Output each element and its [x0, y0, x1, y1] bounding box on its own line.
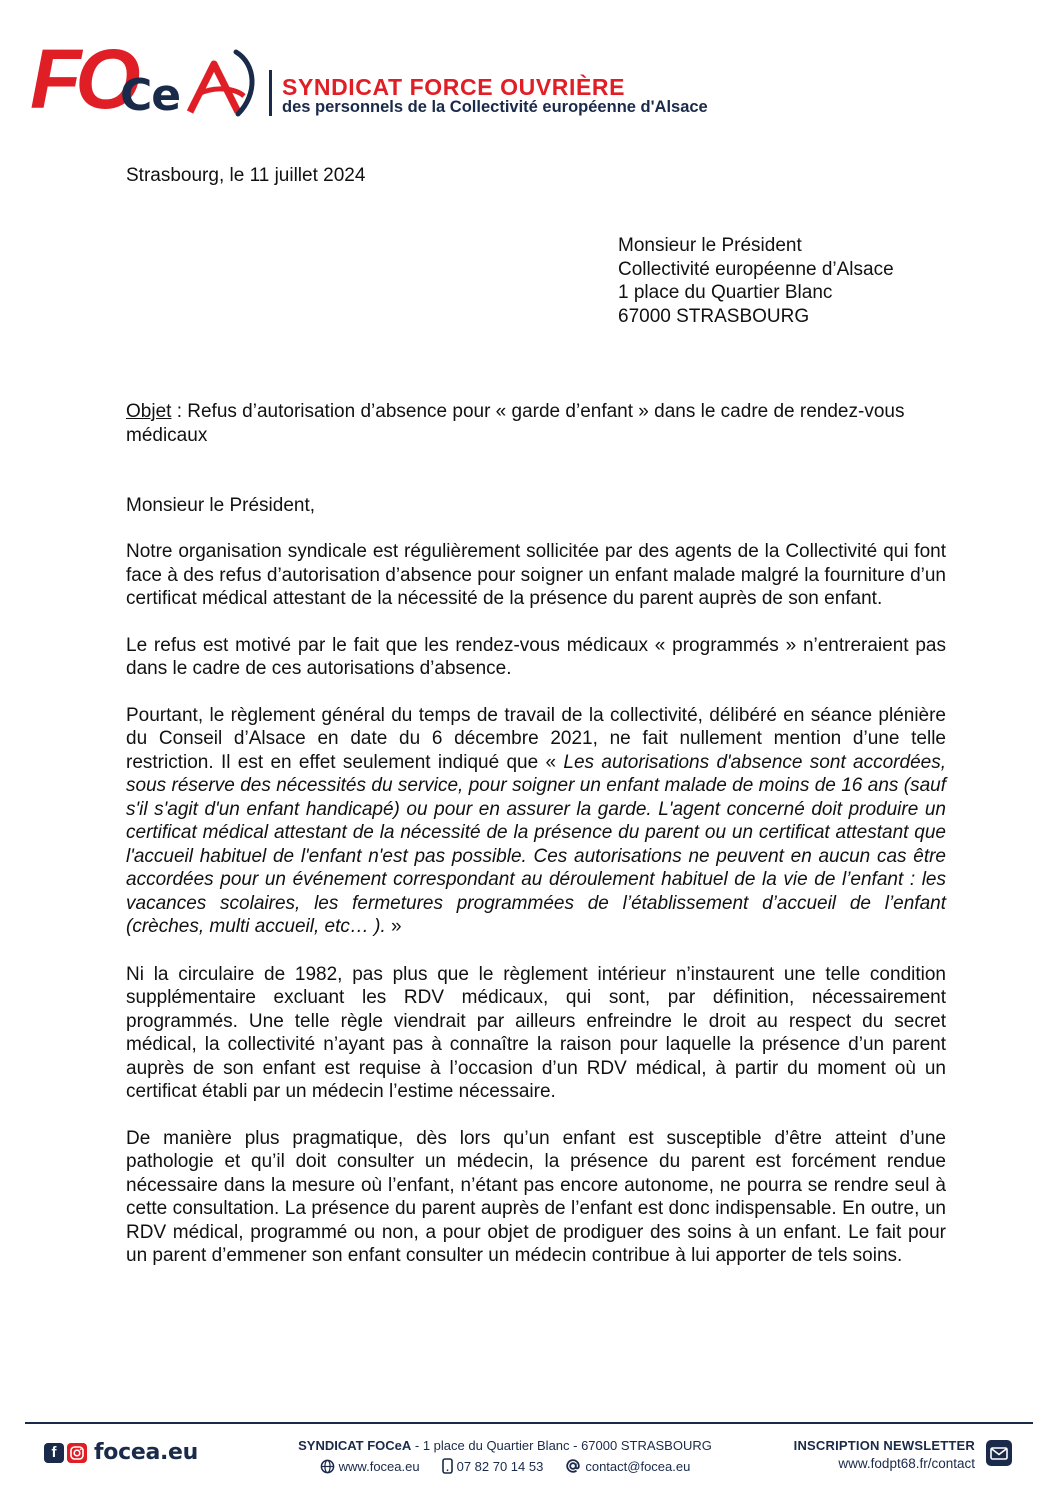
- footer-phone-text: 07 82 70 14 53: [456, 1458, 544, 1474]
- footer-contacts: [240, 1458, 770, 1474]
- globe-icon: [320, 1459, 335, 1474]
- footer-email-text: contact@focea.eu: [585, 1458, 691, 1474]
- footer-web-text: www.focea.eu: [338, 1458, 420, 1474]
- phone-icon: [442, 1458, 453, 1474]
- object-separator: :: [171, 401, 188, 422]
- salutation: Monsieur le Président,: [126, 495, 316, 516]
- newsletter-title: INSCRIPTION NEWSLETTER: [793, 1438, 975, 1453]
- object-label: Objet: [126, 401, 172, 422]
- body-paragraph: Le refus est motivé par le fait que les rendez-vous médicaux « programmés » n’entreraient pas dans le cadre de ces autorisations d’absence.: [126, 634, 946, 679]
- footer-email[interactable]: [565, 1458, 690, 1474]
- footer-contact-block: [240, 1438, 770, 1474]
- footer-newsletter: [794, 1438, 975, 1471]
- recipient-line: 1 place du Quartier Blanc: [618, 282, 833, 303]
- paragraph-intro: Pourtant, le règlement général du temps de travail de la collectivité, délibéré en séance plénière du Conseil d’Alsace en date du 6 décembre 2021, ne fait nullement mention d’une telle restriction. Il est en effet seulement indiqué que «: [126, 704, 946, 773]
- letter-object: [126, 400, 946, 447]
- recipient-address: [618, 234, 894, 328]
- footer-address: [240, 1438, 770, 1453]
- at-icon: [565, 1458, 581, 1474]
- recipient-line: Monsieur le Président: [618, 235, 802, 256]
- footer-web[interactable]: [320, 1459, 420, 1474]
- footer-address-text: - 1 place du Quartier Blanc - 67000 STRASBOURG: [411, 1438, 712, 1453]
- letter-date: Strasbourg, le 11 juillet 2024: [126, 165, 366, 186]
- regulation-quote: Les autorisations d'absence sont accordées, sous réserve des nécessités du service, pour soigner un enfant malade de moins de 16 ans (sauf s'il s'agit d'un enfant handicapé) ou pour en assurer la garde. L'agent concerné doit produire un certificat médical attestant de la nécessité de la présence du parent ou un certificat attestant que l'accueil habituel de l'enfant n'est pas possible. Ces autorisations ne peuvent en aucun cas être accordées pour un événement correspondant au déroulement habituel de la vie de l’enfant : les vacances scolaires, les fermetures programmées de l’établissement d’accueil de l’enfant (crèches, multi accueil, etc… ).: [126, 751, 946, 937]
- recipient-line: Collectivité européenne d’Alsace: [618, 258, 894, 280]
- mail-icon[interactable]: [986, 1440, 1012, 1466]
- letter-body: [126, 540, 946, 1291]
- body-paragraph-quote: [126, 704, 946, 939]
- body-paragraph: Ni la circulaire de 1982, pas plus que le règlement intérieur n’instaurent une telle condition supplémentaire excluant les RDV médicaux, qui sont, par définition, nécessairement programmés. Une telle règle viendrait par ailleurs enfreindre le droit au respect du secret médical, la collectivité n’ayant pas à connaître la raison pour laquelle la présence d’un parent auprès de son enfant est requise à l’occasion d’un RDV médical, à partir du moment où un certificat établi par un médecin l’estime nécessaire.: [126, 963, 946, 1102]
- footer-site-link[interactable]: focea.eu: [94, 1440, 199, 1465]
- instagram-icon[interactable]: [67, 1443, 87, 1463]
- footer-social: [44, 1440, 198, 1465]
- body-paragraph: Notre organisation syndicale est régulièrement sollicitée par des agents de la Collectivité qui font face à des refus d’autorisation d’absence pour soigner un enfant malade malgré la fourniture d’un certificat médical attestant de la nécessité de la présence du parent auprès de son enfant.: [126, 541, 946, 609]
- facebook-icon[interactable]: f: [44, 1443, 64, 1463]
- footer-divider: [25, 1422, 1033, 1424]
- object-text: Refus d’autorisation d’absence pour « garde d’enfant » dans le cadre de rendez-vous médicaux: [126, 401, 905, 446]
- recipient-line: 67000 STRASBOURG: [618, 305, 810, 327]
- body-paragraph: De manière plus pragmatique, dès lors qu’un enfant est susceptible d’être atteint d’une pathologie et qu’il doit consulter un médecin, la présence du parent est forcément rendue nécessaire dans la mesure où l’enfant, n’étant pas encore autonome, ne pourra se rendre seul à cette consultation. La présence du parent auprès de l’enfant est donc indispensable. En outre, un RDV médical, programmé ou non, a pour objet de prodiguer des soins à un enfant. Le fait pour un parent d’emmener son enfant consulter un médecin contribue à lui apporter de tels soins.: [126, 1127, 946, 1266]
- svg-text:Ce: Ce: [120, 70, 181, 120]
- org-title: SYNDICAT FORCE OUVRIÈRE: [282, 74, 626, 100]
- footer-org-name: SYNDICAT FOCeA: [298, 1438, 412, 1453]
- newsletter-link[interactable]: www.fodpt68.fr/contact: [838, 1456, 975, 1471]
- focea-logo: [30, 34, 255, 120]
- org-subtitle: des personnels de la Collectivité européenne d'Alsace: [282, 98, 708, 116]
- quote-close: »: [385, 916, 402, 937]
- header-divider: [269, 70, 272, 116]
- footer-phone[interactable]: [442, 1458, 544, 1474]
- svg-text:FO: FO: [30, 34, 135, 120]
